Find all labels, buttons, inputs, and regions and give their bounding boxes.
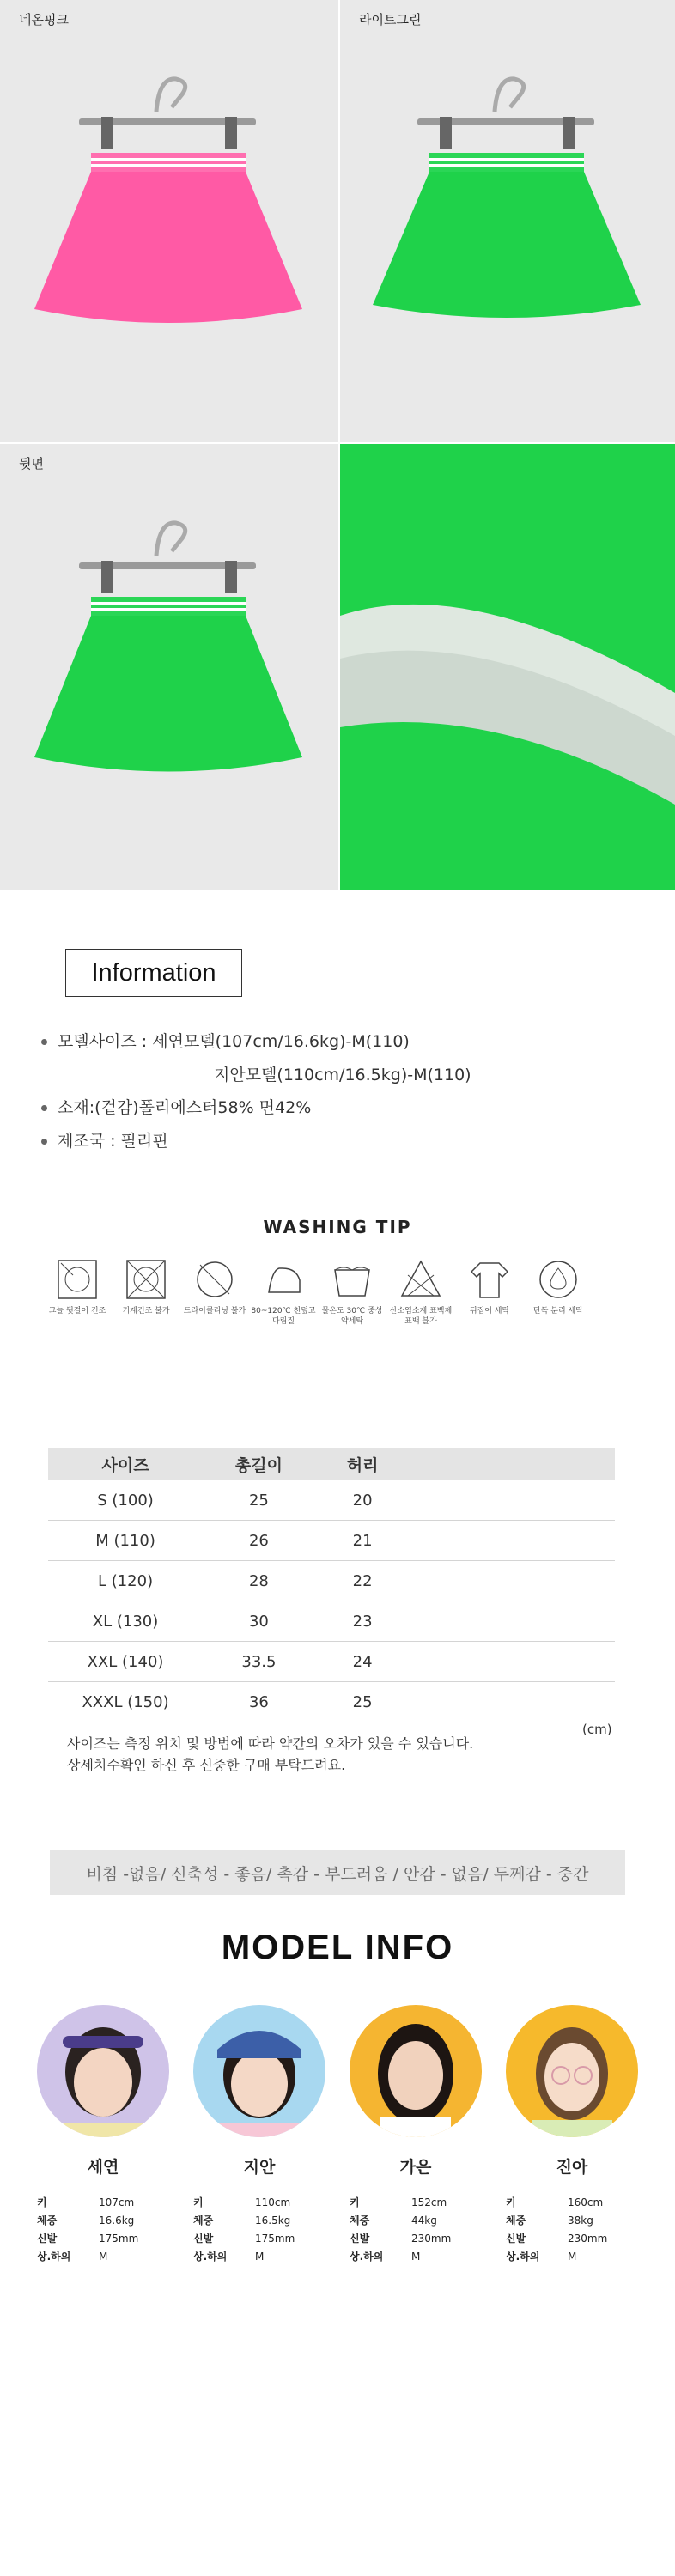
waist-cell: 25 (315, 1682, 410, 1722)
length-cell: 26 (203, 1521, 315, 1561)
bullet-icon (41, 1139, 47, 1145)
origin-info: 제조국 : 필리핀 (41, 1128, 168, 1151)
avatar (350, 2005, 482, 2137)
column-header: 총길이 (203, 1448, 315, 1480)
length-cell: 36 (203, 1682, 315, 1722)
wash-item: 그늘 뒷걸이 건조 (43, 1258, 112, 1316)
length-cell: 25 (203, 1480, 315, 1521)
iron-icon (262, 1258, 305, 1301)
wash-item: 산소염소계 표백제 표백 불가 (386, 1258, 455, 1327)
waist-cell: 21 (315, 1521, 410, 1561)
dry-clean-icon (193, 1258, 236, 1301)
wash-item: 물온도 30℃ 중성 약세탁 (318, 1258, 386, 1327)
model-specs: 키 107cm 체중 16.6kg 신발 175mm 상.하의 M (37, 2196, 139, 2263)
model-info-title: MODEL INFO (221, 1929, 454, 1966)
column-header: 허리 (315, 1448, 410, 1480)
table-row (48, 1682, 615, 1722)
model-card (193, 2005, 339, 2267)
size-note: 사이즈는 측정 위치 및 방법에 따라 약간의 오차가 있을 수 있습니다. (67, 1735, 474, 1752)
table-row (48, 1521, 615, 1561)
wash-item: 뒤집어 세탁 (455, 1258, 524, 1316)
fabric-features-bar: 비침 -없음/ 신축성 - 좋음/ 촉감 - 부드러움 / 안감 - 없음/ 두께감 - 중간 (50, 1850, 625, 1895)
photo-caption: 뒷면 (19, 456, 44, 471)
length-cell: 33.5 (203, 1642, 315, 1682)
green-skirt-image (340, 0, 675, 442)
length-cell: 30 (203, 1601, 315, 1642)
no-bleach-icon (399, 1258, 442, 1301)
waist-cell: 24 (315, 1642, 410, 1682)
table-row (48, 1480, 615, 1521)
model-specs: 키 160cm 체중 38kg 신발 230mm 상.하의 M (506, 2196, 608, 2263)
model-card (37, 2005, 183, 2267)
pink-skirt-image (0, 0, 338, 442)
inside-out-icon (468, 1258, 511, 1301)
material-info: 소재:(겉감)폴리에스터58% 면42% (41, 1095, 311, 1118)
separate-wash-icon (537, 1258, 580, 1301)
model-name: 가은 (399, 2158, 432, 2177)
table-row (48, 1561, 615, 1601)
unit-label: (cm) (582, 1722, 612, 1737)
table-row (48, 1601, 615, 1642)
size-cell: L (120) (48, 1561, 203, 1601)
product-photo-pink (0, 0, 338, 442)
washing-tip-title: WASHING TIP (263, 1217, 412, 1237)
wash-item: 기계건조 불가 (112, 1258, 180, 1316)
waist-cell: 20 (315, 1480, 410, 1521)
size-note: 상세치수확인 하신 후 신중한 구매 부탁드려요. (67, 1757, 346, 1773)
model-size-info: 모델사이즈 : 세연모델(107cm/16.6kg)-M(110) (41, 1029, 410, 1052)
information-title: Information (65, 949, 242, 997)
column-header: 사이즈 (48, 1448, 203, 1480)
size-table (48, 1448, 615, 1722)
table-header-row (48, 1448, 615, 1480)
size-cell: S (100) (48, 1480, 203, 1521)
wash-item: 드라이클리닝 불가 (180, 1258, 249, 1316)
table-row (48, 1642, 615, 1682)
bullet-icon (41, 1105, 47, 1111)
model-name: 진아 (556, 2158, 588, 2177)
back-skirt-image (0, 444, 338, 890)
shade-dry-icon (56, 1258, 99, 1301)
avatar (506, 2005, 638, 2137)
bullet-icon (41, 1039, 47, 1045)
avatar (193, 2005, 325, 2137)
wash-item: 80~120℃ 천덮고 다림질 (249, 1258, 318, 1327)
photo-caption: 네온핑크 (19, 12, 69, 27)
length-cell: 28 (203, 1561, 315, 1601)
model-card (506, 2005, 652, 2267)
product-photo-back (0, 444, 338, 890)
wash-item: 단독 분리 세탁 (524, 1258, 593, 1316)
size-cell: M (110) (48, 1521, 203, 1561)
size-cell: XL (130) (48, 1601, 203, 1642)
size-cell: XXXL (150) (48, 1682, 203, 1722)
model-specs: 키 152cm 체중 44kg 신발 230mm 상.하의 M (350, 2196, 452, 2263)
model-name: 세연 (87, 2158, 119, 2177)
fabric-detail-image (340, 444, 675, 890)
model-name: 지안 (243, 2158, 276, 2177)
model-card (350, 2005, 496, 2267)
photo-caption: 라이트그린 (359, 12, 422, 27)
product-photo-green (340, 0, 675, 442)
column-header-empty (410, 1448, 615, 1480)
no-machine-dry-icon (125, 1258, 167, 1301)
avatar (37, 2005, 169, 2137)
fabric-closeup-photo (340, 444, 675, 890)
model-specs: 키 110cm 체중 16.5kg 신발 175mm 상.하의 M (193, 2196, 295, 2263)
size-cell: XXL (140) (48, 1642, 203, 1682)
hand-wash-icon (331, 1258, 374, 1301)
waist-cell: 22 (315, 1561, 410, 1601)
model-size-info-2: 지안모델(110cm/16.5kg)-M(110) (214, 1066, 471, 1084)
waist-cell: 23 (315, 1601, 410, 1642)
